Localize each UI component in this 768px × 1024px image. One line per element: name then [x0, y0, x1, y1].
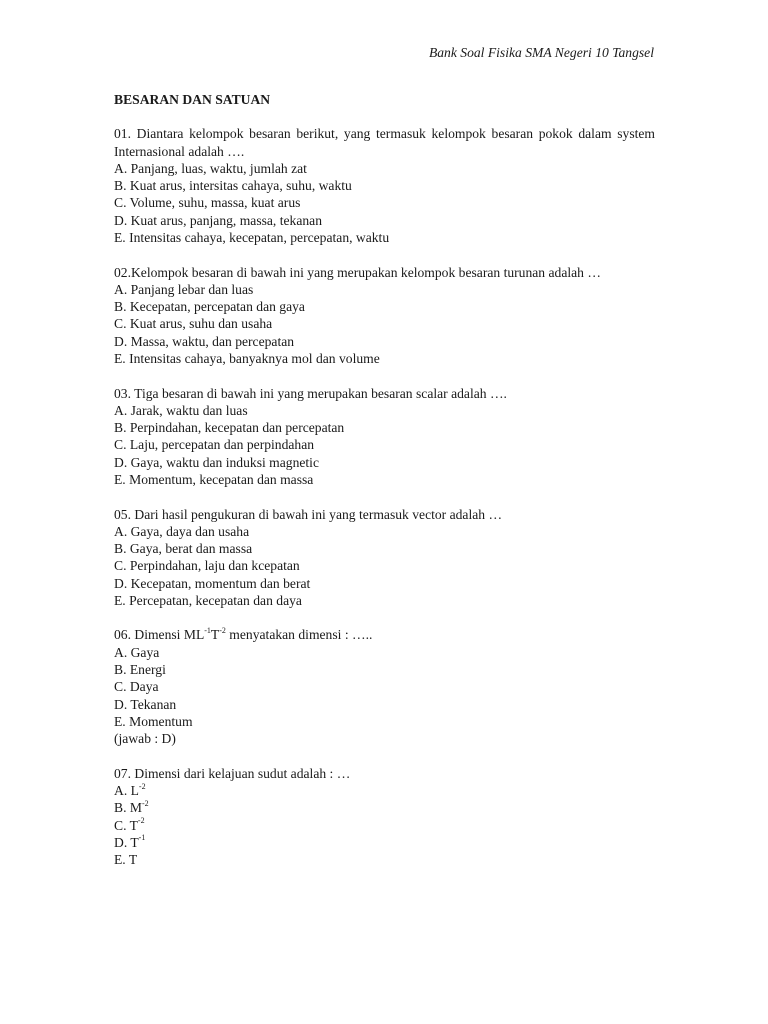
option-c: C. Volume, suhu, massa, kuat arus — [114, 195, 301, 211]
option-e: E. Momentum, kecepatan dan massa — [114, 472, 314, 488]
answer-note: (jawab : D) — [114, 731, 176, 747]
superscript: -2 — [137, 816, 145, 826]
option-c: C. Daya — [114, 679, 159, 695]
option-a: A. Panjang lebar dan luas — [114, 281, 254, 297]
option-base: D. T — [114, 834, 139, 850]
option-c — [114, 817, 655, 834]
option-d: D. Kecepatan, momentum dan berat — [114, 575, 311, 591]
superscript: -2 — [138, 781, 146, 791]
option-b — [114, 799, 655, 816]
option-c: C. Kuat arus, suhu dan usaha — [114, 316, 273, 332]
question-02 — [114, 264, 655, 368]
question-text: 05. Dari hasil pengukuran di bawah ini yang termasuk vector adalah … — [114, 506, 503, 522]
question-text — [114, 626, 655, 643]
option-b: B. Gaya, berat dan massa — [114, 541, 253, 557]
superscript: -1 — [204, 625, 211, 635]
option-e: E. Momentum — [114, 713, 193, 729]
option-b: B. Perpindahan, kecepatan dan percepatan — [114, 420, 345, 436]
question-text: 02.Kelompok besaran di bawah ini yang merupakan kelompok besaran turunan adalah … — [114, 264, 601, 280]
question-03 — [114, 385, 655, 489]
option-a: A. Gaya — [114, 644, 160, 660]
option-base: C. T — [114, 817, 138, 833]
option-c: C. Laju, percepatan dan perpindahan — [114, 437, 315, 453]
option-e: E. Percepatan, kecepatan dan daya — [114, 592, 302, 608]
document-title: BESARAN DAN SATUAN — [114, 92, 271, 107]
question-06 — [114, 626, 655, 747]
option-a — [114, 782, 655, 799]
option-e — [114, 851, 655, 868]
option-d: D. Kuat arus, panjang, massa, tekanan — [114, 212, 322, 228]
question-text: 01. Diantara kelompok besaran berikut, yang termasuk kelompok besaran pokok dalam system Internasional adalah …. — [114, 126, 655, 159]
option-e: E. Intensitas cahaya, kecepatan, percepatan, waktu — [114, 230, 390, 246]
option-d: D. Massa, waktu, dan percepatan — [114, 333, 295, 349]
document-content — [114, 91, 655, 886]
option-d: D. Tekanan — [114, 696, 177, 712]
option-d — [114, 834, 655, 851]
question-text: 03. Tiga besaran di bawah ini yang merupakan besaran scalar adalah …. — [114, 385, 507, 401]
option-b: B. Energi — [114, 662, 166, 678]
question-text-prefix: 06. Dimensi ML — [114, 627, 205, 643]
option-b: B. Kecepatan, percepatan dan gaya — [114, 299, 305, 315]
question-text: 07. Dimensi dari kelajuan sudut adalah : … — [114, 765, 351, 781]
question-01 — [114, 125, 655, 246]
question-05 — [114, 506, 655, 610]
question-text-suffix: menyatakan dimensi : ….. — [225, 627, 373, 643]
question-07 — [114, 765, 655, 869]
superscript: -1 — [138, 833, 146, 843]
option-base: B. M — [114, 800, 142, 816]
option-e: E. Intensitas cahaya, banyaknya mol dan volume — [114, 351, 380, 367]
page-header: Bank Soal Fisika SMA Negeri 10 Tangsel — [428, 45, 654, 60]
superscript: -2 — [219, 625, 226, 635]
option-c: C. Perpindahan, laju dan kcepatan — [114, 558, 300, 574]
option-base: E. T — [114, 852, 138, 868]
option-d: D. Gaya, waktu dan induksi magnetic — [114, 454, 319, 470]
option-b: B. Kuat arus, intersitas cahaya, suhu, waktu — [114, 178, 352, 194]
option-a: A. Panjang, luas, waktu, jumlah zat — [114, 160, 307, 176]
option-base: A. L — [114, 783, 139, 799]
option-a: A. Jarak, waktu dan luas — [114, 402, 248, 418]
option-a: A. Gaya, daya dan usaha — [114, 523, 250, 539]
question-text-mid: T — [210, 627, 220, 643]
superscript: -2 — [141, 798, 149, 808]
